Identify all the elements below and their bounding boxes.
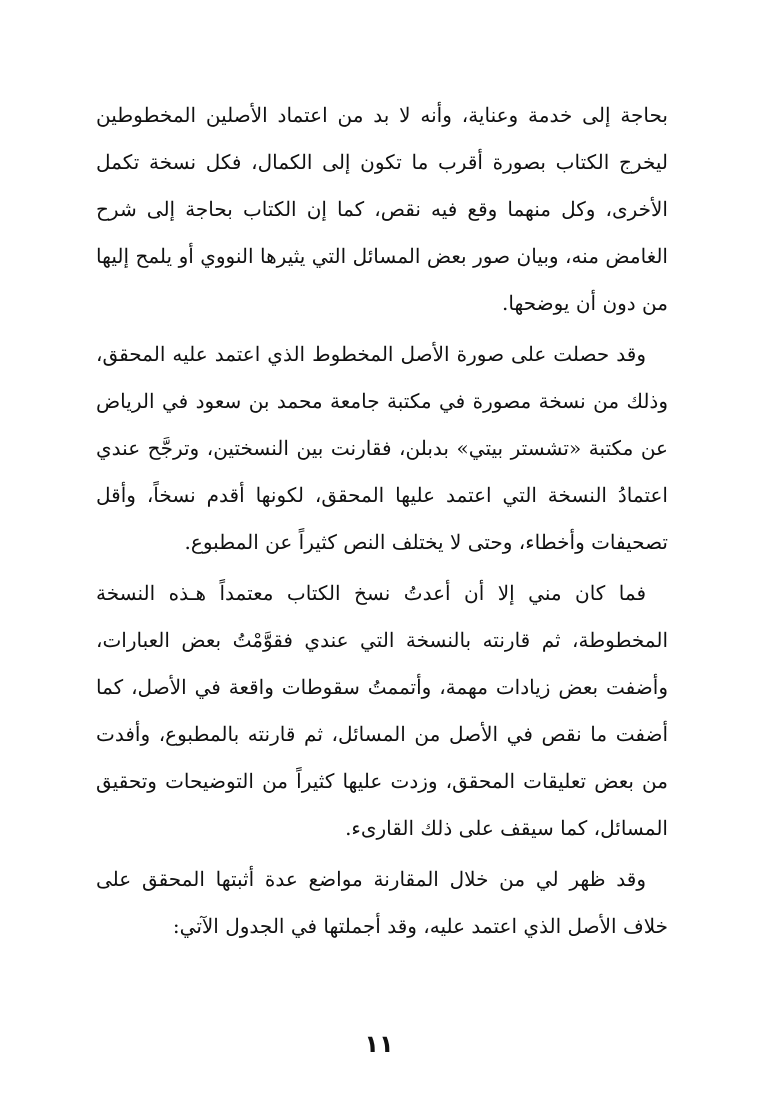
body-text: [96, 92, 668, 950]
paragraph-2: وقد حصلت على صورة الأصل المخطوط الذي اعتمد عليه المحقق، وذلك من نسخة مصورة في مكتبة جامعة محمد بن سعود في الرياض عن مكتبة «تشستر بيتي» بدبلن، فقارنت بين النسختين، وترجَّح عندي اعتمادُ النسخة التي اعتمد عليها المحقق، لكونها أقدم نسخاً، وأقل تصحيفات وأخطاء، وحتى لا يختلف النص كثيراً عن المطبوع.: [96, 342, 668, 554]
paragraph-4: وقد ظهر لي من خلال المقارنة مواضع عدة أثبتها المحقق على خلاف الأصل الذي اعتمد عليه، وقد أجملتها في الجدول الآتي:: [96, 867, 668, 938]
page-number: ١١: [364, 1030, 394, 1058]
paragraph-1: بحاجة إلى خدمة وعناية، وأنه لا بد من اعتماد الأصلين المخطوطين ليخرج الكتاب بصورة أقرب ما تكون إلى الكمال، فكل نسخة تكمل الأخرى، وكل منهما وقع فيه نقص، كما إن الكتاب بحاجة إلى شرح الغامض منه، وبيان صور بعض المسائل التي يثيرها النووي أو يلمح إليها من دون أن يوضحها.: [96, 103, 668, 315]
paragraph-3: فما كان مني إلا أن أعدتُ نسخ الكتاب معتمداً هـذه النسخة المخطوطة، ثم قارنته بالنسخة التي عندي فقوَّمْتُ بعض العبارات، وأضفت بعض زيادات مهمة، وأتممتُ سقوطات واقعة في الأصل، كما أضفت ما نقص في الأصل من المسائل، ثم قارنته بالمطبوع، وأفدت من بعض تعليقات المحقق، وزدت عليها كثيراً من التوضيحات وتحقيق المسائل، كما سيقف على ذلك القارىء.: [96, 581, 669, 840]
